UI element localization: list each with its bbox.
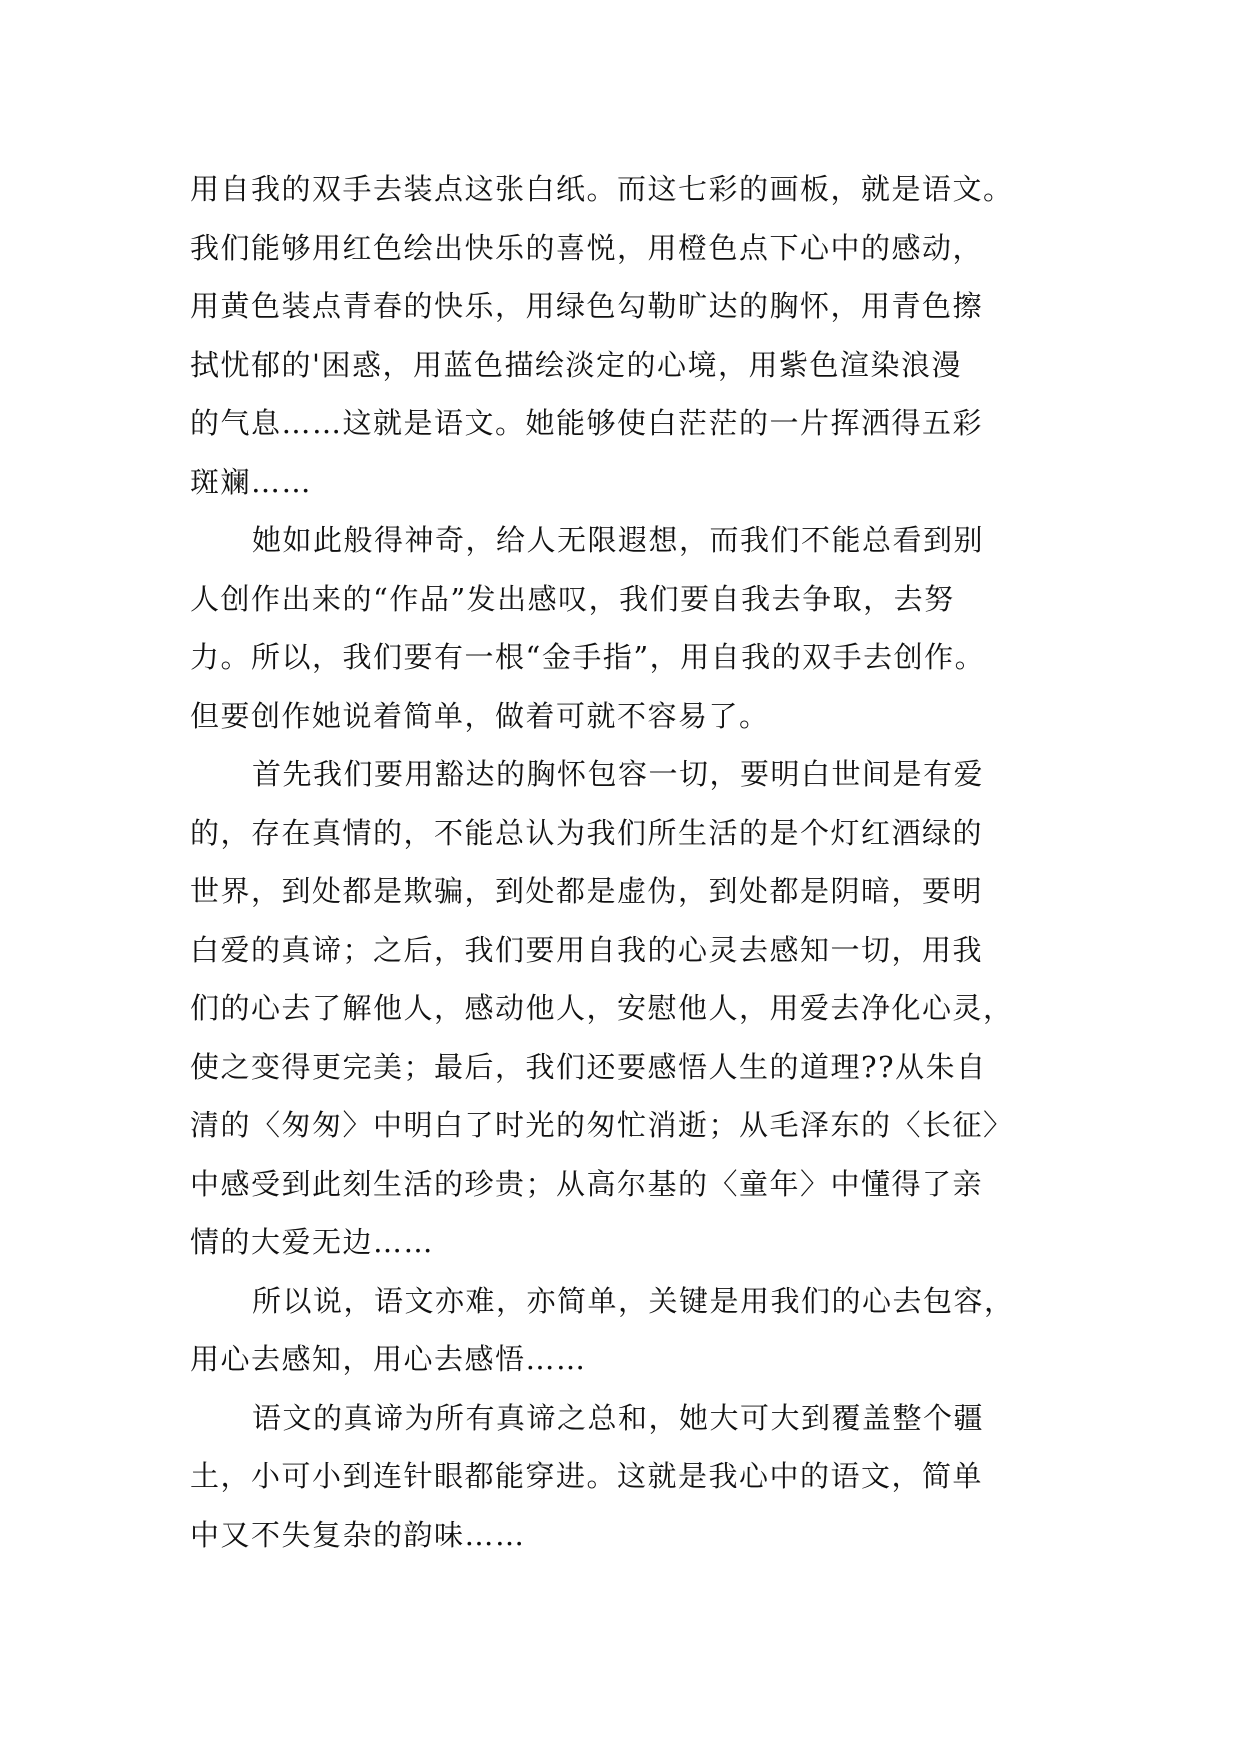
- paragraph-line: 首先我们要用豁达的胸怀包容一切，要明白世间是有爱: [252, 757, 985, 791]
- paragraph-1: [190, 160, 1060, 511]
- paragraph-line: 她如此般得神奇，给人无限遐想，而我们不能总看到别: [252, 523, 985, 557]
- paragraph-line: 用心去感知，用心去感悟……: [190, 1342, 587, 1376]
- paragraph-line: 拭忧郁的'困惑，用蓝色描绘淡定的心境，用紫色渲染浪漫: [190, 347, 962, 382]
- paragraph-line: 土，小可小到连针眼都能穿进。这就是我心中的语文，简单: [190, 1459, 984, 1493]
- paragraph-2: [190, 511, 1060, 745]
- paragraph-line: 斑斓……: [190, 464, 313, 499]
- paragraph-line: 所以说，语文亦难，亦简单，关键是用我们的心去包容，: [252, 1283, 1015, 1318]
- paragraph-line: 世界，到处都是欺骗，到处都是虚伪，到处都是阴暗，要明: [190, 874, 984, 908]
- paragraph-line: 我们能够用红色绘出快乐的喜悦，用橙色点下心中的感动，: [190, 230, 984, 265]
- paragraph-3: [190, 745, 1060, 1272]
- paragraph-line: 的，存在真情的，不能总认为我们所生活的是个灯红酒绿的: [190, 815, 984, 850]
- paragraph-line: 人创作出来的“作品”发出感叹，我们要自我去争取，去努: [190, 581, 955, 616]
- paragraph-line: 语文的真谛为所有真谛之总和，她大可大到覆盖整个疆: [252, 1400, 985, 1435]
- paragraph-line: 情的大爱无边……: [190, 1225, 435, 1259]
- paragraph-line: 用黄色装点青春的快乐，用绿色勾勒旷达的胸怀，用青色擦: [190, 289, 984, 323]
- paragraph-line: 使之变得更完美；最后，我们还要感悟人生的道理??从朱自: [190, 1049, 987, 1084]
- paragraph-line: 中又不失复杂的韵味……: [190, 1517, 526, 1552]
- paragraph-5: [190, 1389, 1060, 1565]
- paragraph-line: 的气息……这就是语文。她能够使白茫茫的一片挥洒得五彩: [190, 406, 984, 440]
- paragraph-4: [190, 1272, 1060, 1389]
- paragraph-line: 们的心去了解他人，感动他人，安慰他人，用爱去净化心灵，: [190, 991, 1014, 1025]
- paragraph-line: 力。所以，我们要有一根“金手指”，用自我的双手去创作。: [190, 640, 986, 674]
- paragraph-line: 清的〈匆匆〉中明白了时光的匆忙消逝；从毛泽东的〈长征〉: [190, 1108, 1014, 1142]
- paragraph-line: 中感受到此刻生活的珍贵；从高尔基的〈童年〉中懂得了亲: [190, 1166, 984, 1201]
- paragraph-line: 但要创作她说着简单，做着可就不容易了。: [190, 698, 770, 733]
- paragraph-line: 白爱的真谛；之后，我们要用自我的心灵去感知一切，用我: [190, 932, 984, 967]
- document-body: [190, 160, 1060, 1564]
- paragraph-line: 用自我的双手去装点这张白纸。而这七彩的画板，就是语文。: [190, 172, 1014, 206]
